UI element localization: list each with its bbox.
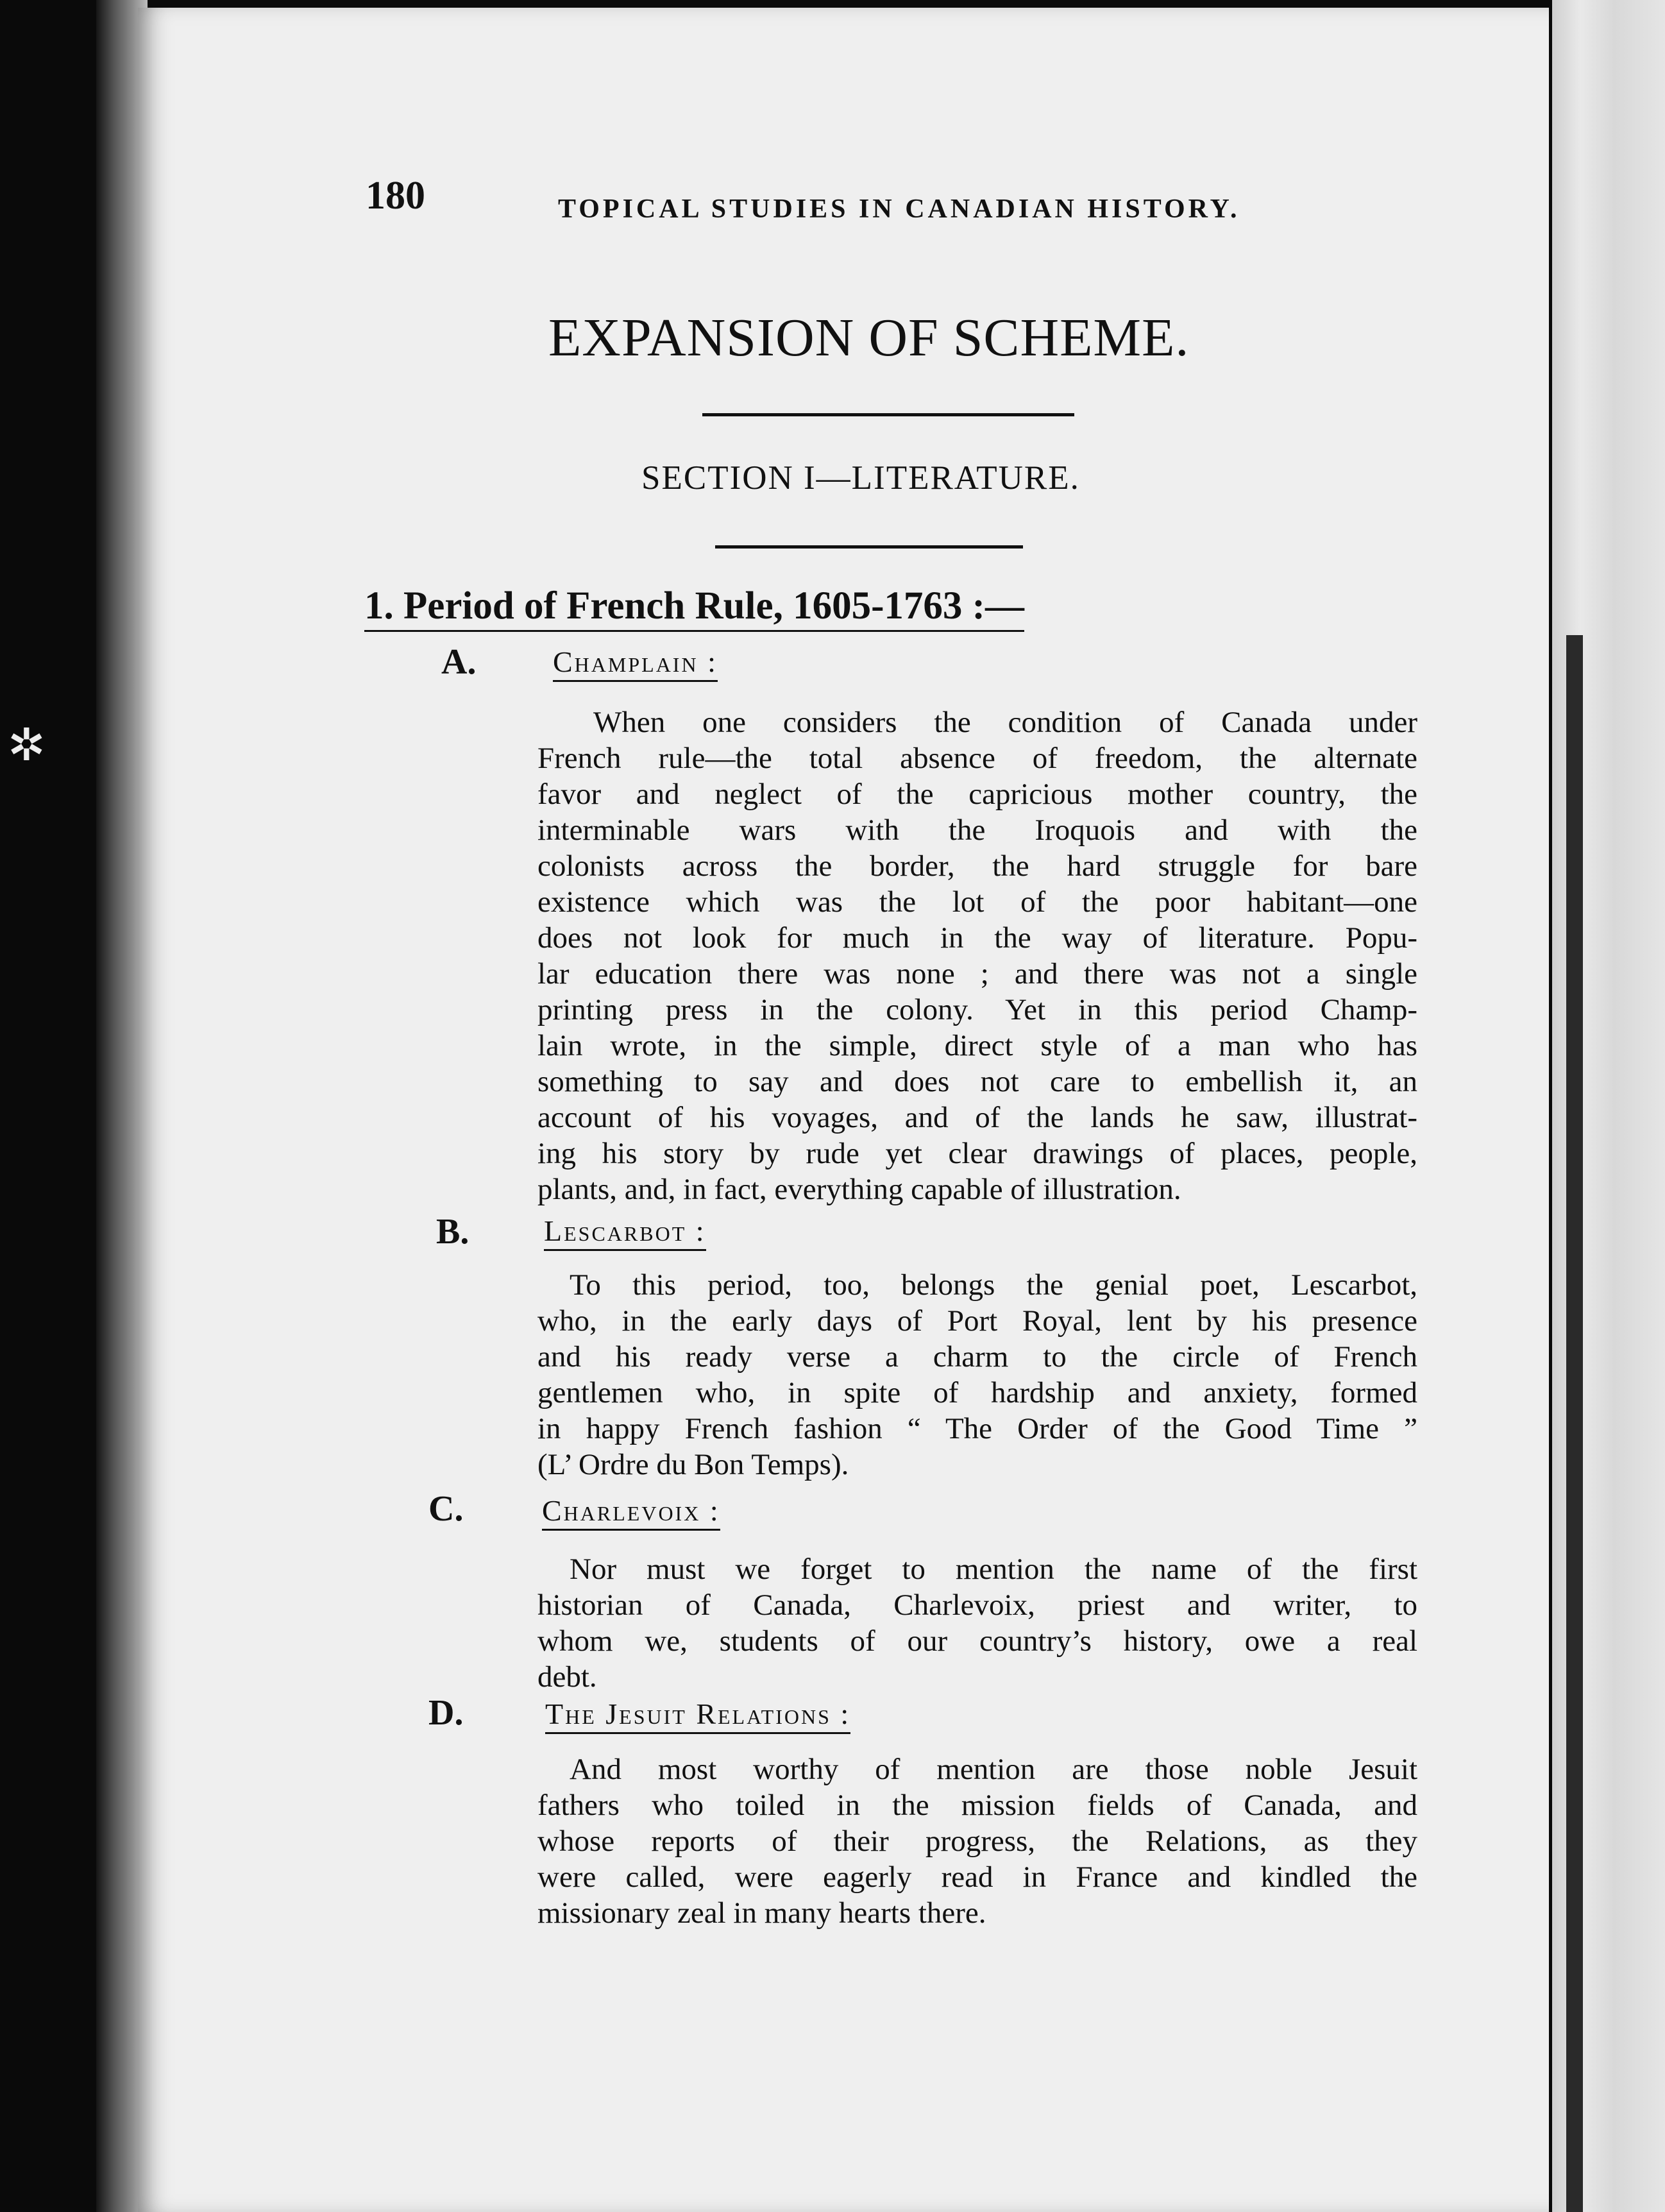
binding-edge bbox=[1566, 635, 1583, 2212]
facing-page-edge bbox=[1552, 0, 1665, 2212]
entry-heading-lescarbot: Lescarbot : bbox=[544, 1214, 706, 1251]
page-number: 180 bbox=[366, 174, 425, 217]
text-line: whom we, students of our country’s history, owe a real bbox=[537, 1624, 1417, 1658]
entry-body-jesuit-relations bbox=[537, 1751, 1417, 1931]
text-line: To this period, too, belongs the genial poet, Lescarbot, bbox=[570, 1268, 1417, 1302]
text-line: something to say and does not care to embellish it, an bbox=[537, 1065, 1417, 1098]
period-title: Period of French Rule, 1605-1763 :— bbox=[403, 584, 1024, 627]
text-line: gentlemen who, in spite of hardship and anxiety, formed bbox=[537, 1376, 1417, 1409]
text-line: interminable wars with the Iroquois and with the bbox=[537, 813, 1417, 847]
text-line: And most worthy of mention are those noble Jesuit bbox=[570, 1753, 1417, 1786]
entry-heading-charlevoix: Charlevoix : bbox=[542, 1493, 720, 1531]
text-line: (L’ Ordre du Bon Temps). bbox=[537, 1448, 849, 1481]
entry-letter-b: B. bbox=[436, 1212, 469, 1252]
text-line: ing his story by rude yet clear drawings of places, people, bbox=[537, 1137, 1417, 1170]
period-number: 1. bbox=[364, 584, 394, 627]
text-line: account of his voyages, and of the lands he saw, illustrat- bbox=[537, 1101, 1417, 1134]
text-line: missionary zeal in many hearts there. bbox=[537, 1896, 986, 1930]
text-line: lain wrote, in the simple, direct style of a man who has bbox=[537, 1029, 1417, 1062]
text-line: historian of Canada, Charlevoix, priest and writer, to bbox=[537, 1588, 1417, 1622]
text-line: favor and neglect of the capricious mother country, the bbox=[537, 778, 1417, 811]
entry-letter-d: D. bbox=[428, 1693, 464, 1733]
text-line: and his ready verse a charm to the circle of French bbox=[537, 1340, 1417, 1374]
title-rule bbox=[702, 413, 1074, 416]
period-heading bbox=[364, 584, 1024, 632]
text-line: French rule—the total absence of freedom, the alternate bbox=[537, 742, 1417, 775]
text-line: whose reports of their progress, the Relations, as they bbox=[537, 1825, 1417, 1858]
entry-body-champlain bbox=[537, 704, 1417, 1207]
text-line: existence which was the lot of the poor habitant—one bbox=[537, 885, 1417, 919]
entry-heading-champlain: Champlain : bbox=[553, 645, 718, 682]
text-line: Nor must we forget to mention the name of the first bbox=[570, 1553, 1417, 1586]
page-title: EXPANSION OF SCHEME. bbox=[548, 308, 1190, 368]
entry-body-lescarbot bbox=[537, 1267, 1417, 1483]
text-line: in happy French fashion “ The Order of the Good Time ” bbox=[537, 1412, 1417, 1445]
entry-letter-a: A. bbox=[441, 642, 477, 682]
section-title: SECTION I—LITERATURE. bbox=[641, 459, 1080, 497]
running-head: TOPICAL STUDIES IN CANADIAN HISTORY. bbox=[558, 194, 1240, 224]
text-line: does not look for much in the way of literature. Popu- bbox=[537, 921, 1417, 955]
text-line: When one considers the condition of Canada under bbox=[593, 706, 1417, 739]
entry-heading-jesuit-relations: The Jesuit Relations : bbox=[545, 1697, 850, 1734]
text-line: lar education there was none ; and there was not a single bbox=[537, 957, 1417, 991]
text-line: printing press in the colony. Yet in this period Champ- bbox=[537, 993, 1417, 1026]
text-line: plants, and, in fact, everything capable of illustration. bbox=[537, 1173, 1181, 1206]
section-rule bbox=[715, 545, 1023, 549]
text-line: were called, were eagerly read in France and kindled the bbox=[537, 1860, 1417, 1894]
text-line: who, in the early days of Port Royal, lent by his presence bbox=[537, 1304, 1417, 1338]
text-line: fathers who toiled in the mission fields of Canada, and bbox=[537, 1789, 1417, 1822]
entry-body-charlevoix bbox=[537, 1551, 1417, 1695]
text-line: debt. bbox=[537, 1660, 597, 1694]
scan-speck: ✲ bbox=[8, 721, 46, 770]
text-line: colonists across the border, the hard struggle for bare bbox=[537, 849, 1417, 883]
entry-letter-c: C. bbox=[428, 1489, 464, 1529]
